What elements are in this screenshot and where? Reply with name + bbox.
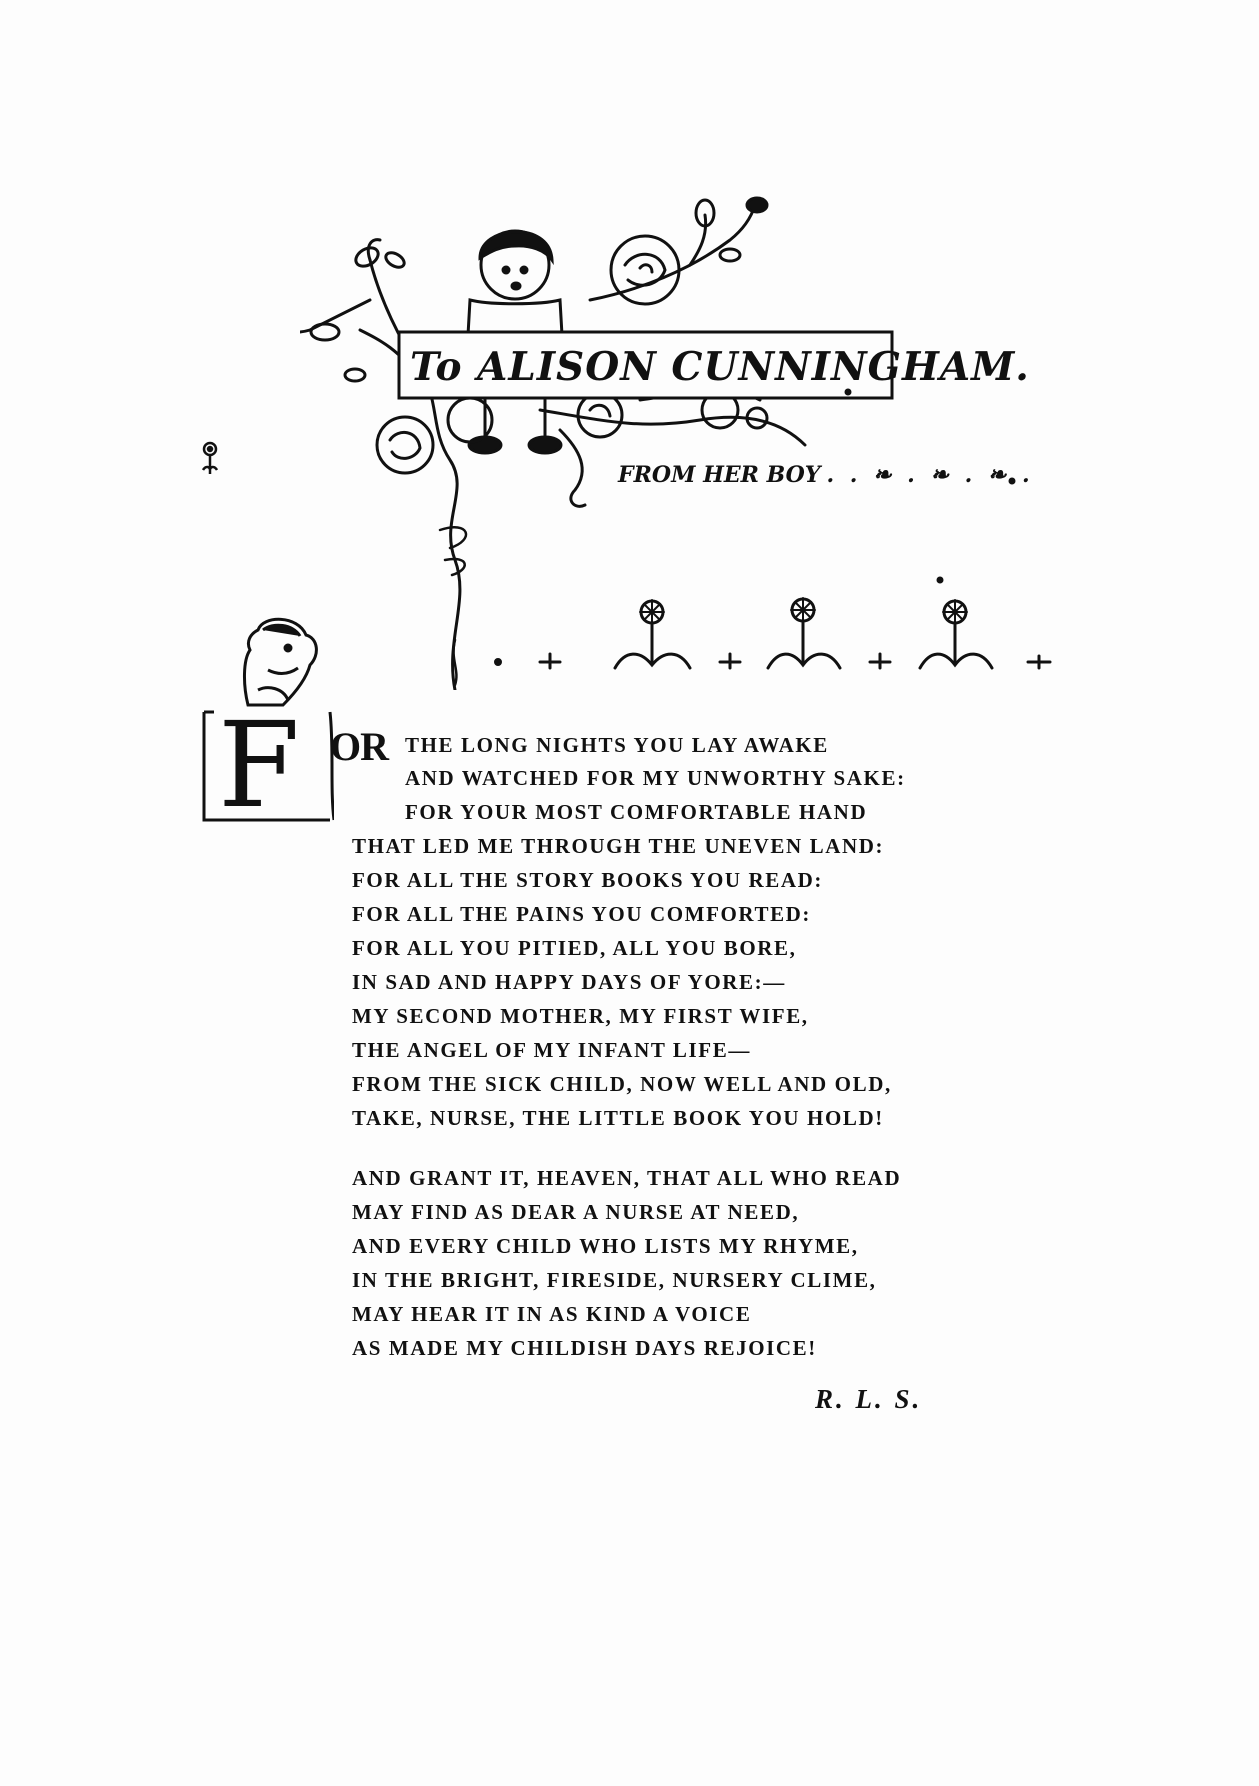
poem-line: IN THE BRIGHT, FIRESIDE, NURSERY CLIME, bbox=[352, 1268, 877, 1292]
leaf bbox=[720, 249, 740, 261]
poem-line: MY SECOND MOTHER, MY FIRST WIFE, bbox=[352, 1004, 809, 1028]
drop-cap-initial: F bbox=[218, 696, 300, 834]
poem-line: MAY HEAR IT IN AS KIND A VOICE bbox=[352, 1302, 752, 1326]
poem-line: THE LONG NIGHTS YOU LAY AWAKE bbox=[405, 733, 829, 757]
poem-line: AS MADE MY CHILDISH DAYS REJOICE! bbox=[352, 1336, 817, 1360]
child-rose-vine-illustration bbox=[300, 190, 1080, 690]
poem-line: THE ANGEL OF MY INFANT LIFE— bbox=[352, 1038, 751, 1062]
signature: R. L. S. bbox=[815, 1384, 923, 1414]
leaf bbox=[311, 324, 339, 340]
child-figure-icon bbox=[228, 610, 328, 710]
poem-line: TAKE, NURSE, THE LITTLE BOOK YOU HOLD! bbox=[352, 1106, 884, 1130]
poem-line: FROM THE SICK CHILD, NOW WELL AND OLD, bbox=[352, 1072, 892, 1096]
rose-center bbox=[448, 393, 622, 442]
poem-line: FOR ALL THE PAINS YOU COMFORTED: bbox=[352, 902, 812, 926]
vine-trunk bbox=[370, 260, 460, 690]
poem-line: FOR YOUR MOST COMFORTABLE HAND bbox=[405, 800, 868, 824]
flower-border bbox=[496, 578, 1051, 668]
rose-top-right bbox=[611, 236, 679, 304]
poem-line: AND GRANT IT, HEAVEN, THAT ALL WHO READ bbox=[352, 1166, 902, 1190]
from-line bbox=[618, 462, 1034, 488]
daisy-flower-icon bbox=[768, 598, 840, 668]
poem-line: THAT LED ME THROUGH THE UNEVEN LAND: bbox=[352, 834, 885, 858]
drop-cap-tail: OR bbox=[330, 724, 388, 769]
rose-bud bbox=[747, 198, 767, 212]
from-text: FROM HER BOY bbox=[618, 462, 821, 488]
poem-line: AND EVERY CHILD WHO LISTS MY RHYME, bbox=[352, 1234, 859, 1258]
poem-line: FOR ALL THE STORY BOOKS YOU READ: bbox=[352, 868, 823, 892]
daisy-flower-icon bbox=[920, 600, 992, 668]
daisy-flower-icon bbox=[615, 600, 690, 668]
small-flower-icon bbox=[200, 440, 220, 480]
leaf bbox=[353, 244, 382, 270]
poem-line: AND WATCHED FOR MY UNWORTHY SAKE: bbox=[405, 766, 906, 790]
dedication-plaque: To ALISON CUNNINGHAM. bbox=[410, 344, 1030, 390]
ribbon bbox=[560, 430, 585, 506]
poem-line: FOR ALL YOU PITIED, ALL YOU BORE, bbox=[352, 936, 797, 960]
rose-left bbox=[377, 417, 433, 473]
poem-line: MAY FIND AS DEAR A NURSE AT NEED, bbox=[352, 1200, 800, 1224]
poem-line: IN SAD AND HAPPY DAYS OF YORE:— bbox=[352, 970, 786, 994]
from-ornament: . . ❧ . ❧ . ❧ . bbox=[826, 462, 1034, 488]
leaf bbox=[345, 369, 365, 381]
leaf bbox=[383, 250, 406, 270]
